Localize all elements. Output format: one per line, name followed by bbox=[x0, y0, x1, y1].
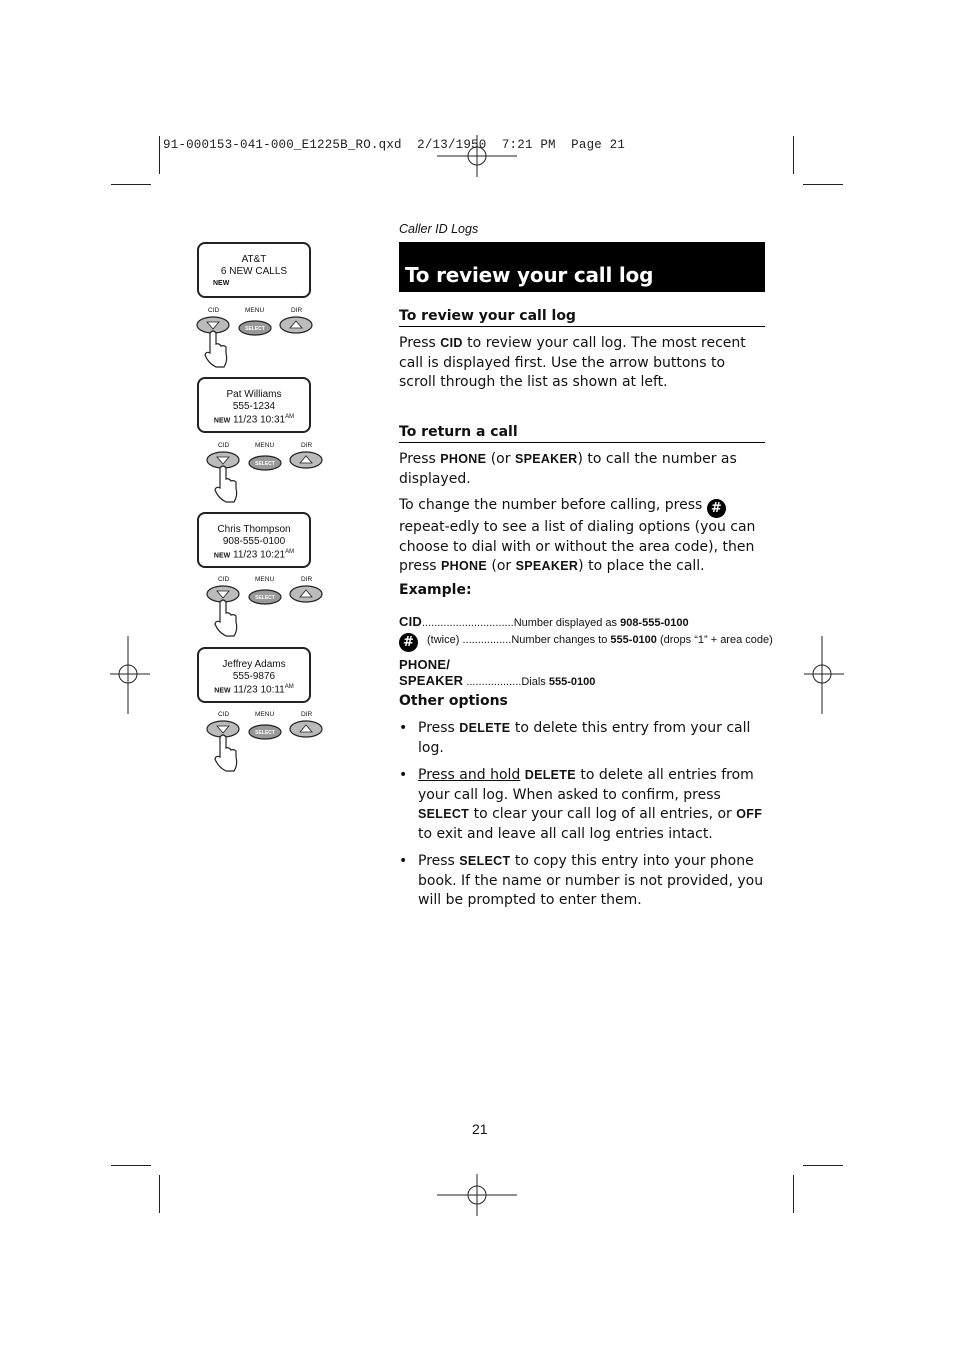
crop-mark bbox=[793, 1175, 794, 1213]
svg-text:SELECT: SELECT bbox=[245, 326, 265, 332]
crop-mark bbox=[111, 1165, 151, 1166]
hash-key-icon: # bbox=[707, 499, 726, 518]
example-row-speaker: SPEAKER ..................Dials 555-0100 bbox=[399, 673, 596, 688]
pointing-hand-icon bbox=[205, 331, 227, 367]
crop-mark bbox=[803, 1165, 843, 1166]
button-row-4: CID MENU DIR SELECT bbox=[206, 711, 326, 773]
select-button[interactable] bbox=[249, 590, 281, 604]
svg-text:SELECT: SELECT bbox=[255, 595, 275, 601]
paragraph-return-call: Press PHONE (or SPEAKER) to call the number as displayed. bbox=[399, 451, 737, 487]
page-title: To review your call log bbox=[405, 263, 654, 287]
display-screen-2: Pat Williams 555-1234 NEW 11/23 $10:31^{AM}$ bbox=[197, 377, 311, 433]
paragraph-review: Press CID to review your call log. The most recent call is displayed first. Use the arrow buttons to scroll through the list as shown at left. bbox=[399, 335, 746, 390]
up-arrow-button[interactable] bbox=[280, 317, 312, 333]
button-row-2: CID MENU DIR SELECT bbox=[206, 442, 326, 504]
pointing-hand-icon bbox=[215, 735, 237, 771]
crop-mark bbox=[159, 1175, 160, 1213]
up-arrow-button[interactable] bbox=[290, 721, 322, 737]
example-row-phone: PHONE/ bbox=[399, 657, 451, 672]
file-slug: 91-000153-041-000_E1225B_RO.qxd 2/13/1950 7:21 PM Page 21 bbox=[163, 138, 626, 152]
button-row-3: CID MENU DIR SELECT bbox=[206, 576, 326, 638]
display-screen-1: AT&T 6 NEW CALLS NEW bbox=[197, 242, 311, 298]
paragraph-change-number: To change the number before calling, press # repeat-edly to see a list of dialing options (you can choose to dial with or without the area code), then press PHONE (or SPEAKER) to place the call. bbox=[399, 497, 756, 574]
registration-mark bbox=[437, 1174, 517, 1216]
select-button[interactable] bbox=[249, 456, 281, 470]
select-button[interactable] bbox=[249, 725, 281, 739]
hash-key-icon: # bbox=[399, 633, 418, 652]
registration-mark bbox=[804, 636, 844, 714]
heading-review-call-log: To review your call log bbox=[399, 308, 765, 327]
pointing-hand-icon bbox=[215, 466, 237, 502]
section-label: Caller ID Logs bbox=[399, 222, 479, 236]
title-bar bbox=[399, 242, 765, 292]
crop-mark bbox=[793, 136, 794, 174]
heading-return-call: To return a call bbox=[399, 424, 765, 443]
svg-text:SELECT: SELECT bbox=[255, 461, 275, 467]
crop-mark bbox=[159, 136, 160, 174]
display-screen-4: Jeffrey Adams 555-9876 NEW 11/23 $10:11^{AM}$ bbox=[197, 647, 311, 703]
up-arrow-button[interactable] bbox=[290, 586, 322, 602]
list-item: • Press DELETE to delete this entry from your call log. bbox=[399, 719, 765, 758]
example-label: Example: bbox=[399, 582, 472, 598]
select-button[interactable] bbox=[239, 321, 271, 335]
example-row-cid: CID..............................Number displayed as 908-555-0100 bbox=[399, 614, 689, 629]
crop-mark bbox=[803, 184, 843, 185]
button-row-1: CID MENU DIR SELECT bbox=[196, 307, 316, 369]
up-arrow-button[interactable] bbox=[290, 452, 322, 468]
svg-text:SELECT: SELECT bbox=[255, 730, 275, 736]
page-number: 21 bbox=[472, 1121, 488, 1137]
example-row-hash: # (twice) ................Number changes to 555-0100 (drops “1” + area code) bbox=[399, 633, 773, 652]
heading-other-options: Other options bbox=[399, 693, 508, 709]
list-item: • Press and hold DELETE to delete all entries from your call log. When asked to confirm, press SELECT to clear your call log of all entries, or OFF to exit and leave all call log entries intact. bbox=[399, 766, 765, 844]
other-options-list bbox=[399, 719, 765, 919]
display-screen-3: Chris Thompson 908-555-0100 NEW 11/23 $10:21^{AM}$ bbox=[197, 512, 311, 568]
pointing-hand-icon bbox=[215, 600, 237, 636]
list-item: • Press SELECT to copy this entry into your phone book. If the name or number is not provided, you will be prompted to enter them. bbox=[399, 852, 765, 911]
registration-mark bbox=[110, 636, 150, 714]
crop-mark bbox=[111, 184, 151, 185]
